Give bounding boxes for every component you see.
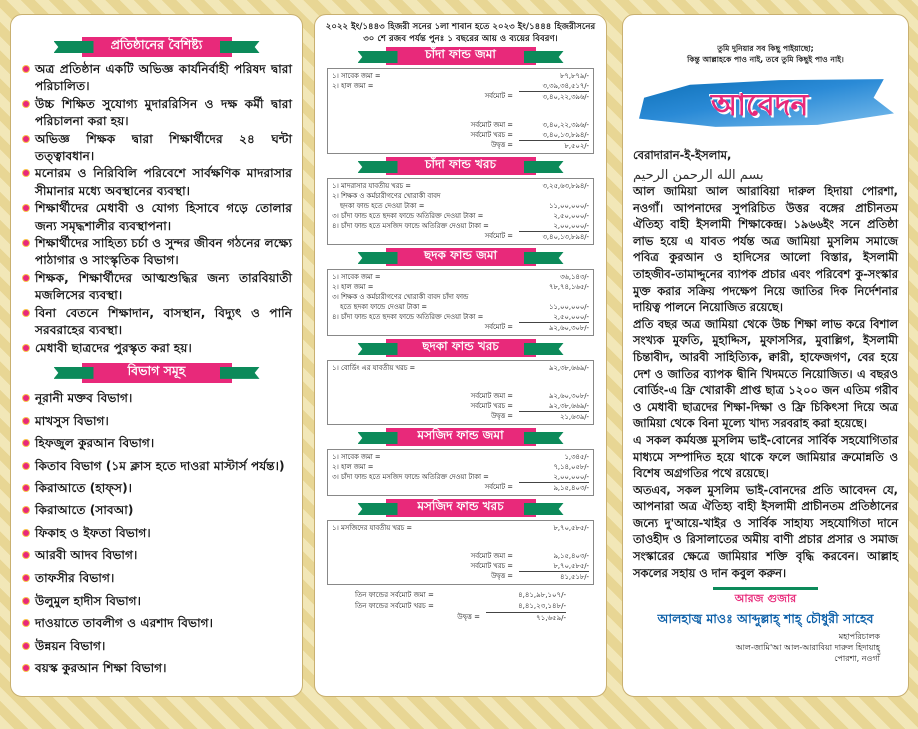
- organization-name: আল-জামি'আ আল-আরাবিয়া দারুল হিদায়াহ্: [735, 643, 880, 653]
- fund-title: মসজিদ ফান্ড জমা: [386, 428, 536, 446]
- features-panel: [10, 14, 303, 697]
- list-item: দাওয়াতে তাবলীগ ও এরশাদ বিভাগ।: [21, 612, 292, 635]
- table-row: ৩। চাঁদা ফান্ড হতে মসজিদ ফান্ডে অতিরিক্ত দেওয়া টাকা = ২,০০,০০০/-: [332, 473, 589, 481]
- table-row: হতে ছদকা ফান্ডে দেওয়া টাকা = ১১,০০,০০০/-: [340, 303, 589, 311]
- signature-block: [633, 587, 898, 664]
- table-row: ৩। শিক্ষক ও কর্মচারীগণের খোরাকী বাবদ চাঁদা ফান্ড: [332, 293, 469, 301]
- subtotal-row: সর্বমোট খরচ = ৮,৭০,৫৮৫/-: [470, 562, 589, 570]
- table-row: ৪। চাঁদা ফান্ড হতে মসজিদ ফান্ডে অতিরিক্ত দেওয়া টাকা = ২,০০,০০০/-: [332, 222, 589, 230]
- table-row: ছদকা ফান্ড হতে দেওয়া টাকা = ১১,০০,০০০/-: [340, 202, 589, 210]
- list-item: অত্র প্রতিষ্ঠান একটি অভিজ্ঞ কার্যনির্বাহী পরিষদ দ্বারা পরিচালিত।: [21, 61, 292, 96]
- subtotal-row: সর্বমোট = ৯,১৫,৪০৩/-: [484, 483, 589, 492]
- list-item: কিতাব বিভাগ (১ম ক্লাস হতে দাওরা মাস্টার্স পর্যন্ত।): [21, 455, 292, 477]
- subtotal-row: সর্বমোট জমা = ৩,৪০,২২,৩৯৬/-: [470, 121, 589, 129]
- table-row: ১। সাবেক জমা = ৮৭,৮৭৯/-: [332, 72, 589, 80]
- signatory-name: আলহাজ্ব মাওঃ আব্দুল্লাহ্ শাহ্ চৌধুরী সাহেব: [657, 611, 874, 627]
- subtotal-row: সর্বমোট জমা = ৯২,৬০,৩০৮/-: [470, 392, 589, 400]
- subtotal-row: সর্বমোট = ৩,৪০,১৩,৮৯৪/-: [484, 232, 589, 241]
- surplus-row: উদ্বৃত্ত = ২১,৬৩৯/-: [490, 412, 589, 421]
- fund-box: [327, 520, 594, 585]
- list-item: শিক্ষক, শিক্ষার্থীদের আত্মশুদ্ধির জন্য তারবিয়াতী মজলিসের ব্যবস্থা।: [21, 270, 292, 305]
- fund-box: [327, 269, 594, 336]
- list-item: কিরাআতে (সাবআ): [21, 499, 292, 522]
- table-row: ১। মসজিদের যাবতীয় খরচ = ৮,৭০,৫৮৫/-: [332, 524, 589, 532]
- surplus-row: উদ্বৃত্ত = ৮,৫০২/-: [490, 141, 589, 150]
- fund-title: মসজিদ ফান্ড খরচ: [386, 499, 536, 517]
- list-item: হিফজুল কুরআন বিভাগ।: [21, 432, 292, 455]
- table-row: ১। বোর্ডিং এর যাবতীয় খরচ = ৯২,৩৮,৬৬৯/-: [332, 364, 589, 372]
- list-item: নূরানী মক্তব বিভাগ।: [21, 387, 292, 410]
- accounts-panel: [314, 14, 607, 697]
- fund-title: ছদক ফান্ড জমা: [386, 248, 536, 266]
- list-item: শিক্ষার্থীদের মেধাবী ও যোগ্য হিসাবে গড়ে তোলার জন্য সমৃদ্ধশালীর ব্যবস্থাপনা।: [21, 200, 292, 235]
- list-item: কিরাআতে (হাফ্‌স)।: [21, 477, 292, 500]
- departments-list: [21, 387, 292, 680]
- features-list: [21, 61, 292, 357]
- signatory-role: মহাপরিচালক: [838, 632, 880, 642]
- grand-totals: [325, 588, 596, 626]
- appeal-body: [633, 183, 898, 581]
- table-row: ২। শিক্ষক ও কর্মচারীগণের খোরাকী বাবদ: [332, 192, 441, 200]
- table-row: ২। হাল জমা = ৭৮,৭৪,১৬৫/-: [332, 283, 589, 291]
- table-row: ১। মাদরাসার যাবতীয় খরচ = ৩,২৫,৬৩,৮৯৪/-: [332, 182, 589, 190]
- paragraph: আল জামিয়া আল আরাবিয়া দারুল হিদায়া পোরশা, নওগাঁ। আপনাদের সুপরিচিত উত্তর বঙ্গের প্রাচীনতম ঐতিহ্য বাহী ইসলামী শিক্ষাকেন্দ্র। ১৯৬৬ইং সনে প্রতিষ্ঠা লাভ হয়ে এ যাবত পর্যন্ত অত্র জামিয়া মুসলিম সমাজে পবিত্র কুরআন ও হাদিসের আলো বিস্তার, ইসলামী তাহজীব-তামাদ্দুনের ব্যাপক প্রচার এবং পরিবেশ কু-সংস্কার মুক্ত করার সক্রিয় পদক্ষেপ নিয়ে জাতির দিক নির্দেশনার দায়িত্ব পালনে নিয়োজিত রয়েছে।: [633, 184, 898, 315]
- surplus-row: উদ্বৃত্ত = ৪১,৫১৮/-: [490, 572, 589, 581]
- list-item: শিক্ষার্থীদের সাহিত্য চর্চা ও সুন্দর জীবন গঠনের লক্ষ্যে পাঠাগার ও সাংস্কৃতিক বিভাগ।: [21, 235, 292, 270]
- list-item: আরবী আদব বিভাগ।: [21, 544, 292, 567]
- table-row: ১। সাবেক জমা = ১,৩৪৫/-: [332, 453, 589, 461]
- subtotal-row: সর্বমোট খরচ = ৯২,৩৮,৬৬৯/-: [470, 402, 589, 410]
- fund-title: ছদকা ফান্ড খরচ: [386, 339, 536, 357]
- organization-place: পোরশা, নওগাঁ: [834, 654, 880, 664]
- bismillah-calligraphy: بسم الله الرحمن الرحيم: [633, 168, 764, 183]
- subtotal-row: সর্বমোট = ৯২,৬০,৩০৮/-: [484, 323, 589, 332]
- table-row: ২। হাল জমা = ৩,৩৯,৩৪,৫১৭/-: [332, 82, 589, 90]
- table-row: ২। হাল জমা = ৭,১৪,০৫৮/-: [332, 463, 589, 471]
- table-row: তিন ফান্ডের সর্বমোট খরচ = ৪,৪১,২৩,১৪৮/-: [355, 602, 566, 610]
- paragraph: প্রতি বছর অত্র জামিয়া থেকে উচ্চ শিক্ষা লাভ করে বিশাল সংখ্যক মুফতি, মুহাদ্দিস, মুফাসসির, মুবাল্লিগ, ইসলামী চিন্তাবীদ, আরবী সাহিত্যিক, ক্বারী, হাফেজগণ, বের হয়ে দেশ ও জাতির ব্যাপক দ্বীনি খিদমতে নিয়োজিত। এ বছরও বোর্ডিং-এ ফ্রি খোরাকী প্রাপ্ত ছাত্র ১২০০ জন এতিম গরীব ও মেধাবী ছাত্রদের শিক্ষা-দিক্ষা ও ফ্রি চিকিৎসা দিয়ে অত্র জামিয়া থেকে বিনা মূল্যে খাদ্য সরবরাহ করা হয়েছে।: [633, 316, 898, 431]
- greeting: বেরাদারান-ই-ইসলাম,: [633, 148, 732, 162]
- fund-box: [327, 178, 594, 245]
- list-item: মেধাবী ছাত্রদের পুরস্কৃত করা হয়।: [21, 340, 292, 357]
- paragraph: এ সকল কর্মযজ্ঞ মুসলিম ভাই-বোনের সার্বিক সহযোগিতার মাধ্যমে সম্পাদিত হয়ে থাকে ফলে জামিয়ার ক্রমোন্নতি ও বিশেষ অগ্রগতির পথে রয়েছে।: [633, 432, 898, 481]
- list-item: উচ্চ শিক্ষিত সুযোগ্য মুদাররিসিন ও দক্ষ কর্মী দ্বারা পরিচালনা করা হয়।: [21, 96, 292, 131]
- list-item: উলুমুল হাদীস বিভাগ।: [21, 590, 292, 613]
- fund-box: [327, 68, 594, 154]
- features-title-ribbon: প্রতিষ্ঠানের বৈশিষ্ট্য: [82, 37, 232, 57]
- fund-title: চাঁদা ফান্ড খরচ: [386, 157, 536, 175]
- table-row: তিন ফান্ডের সর্বমোট জমা = ৪,৪১,৯৮,১০৭/-: [355, 591, 566, 599]
- fund-box: [327, 449, 594, 496]
- fund-box: [327, 360, 594, 425]
- subtotal-row: সর্বমোট = ৩,৪০,২২,৩৯৬/-: [484, 92, 589, 101]
- fund-title: চাঁদা ফান্ড জমা: [386, 47, 536, 65]
- list-item: উন্নয়ন বিভাগ।: [21, 635, 292, 658]
- list-item: অভিজ্ঞ শিক্ষক দ্বারা শিক্ষার্থীদের ২৪ ঘন্টা তত্ত্বাবধান।: [21, 131, 292, 166]
- paragraph: অতএব, সকল মুসলিম ভাই-বোনদের প্রতি আবেদন যে, আপনারা অত্র ঐতিহ্য বাহী ইসলামী প্রাচীনতম প্রতিষ্ঠানের জন্যে দু'আয়ে-খাইর ও সার্বিক সাহায্য সহযোগিতা দানে তাওহীদ ও রিসালাতের অমীয় বাণী প্রচার প্রসার ও সমাজ সংস্কারের ক্ষেত্রে জামিয়ার শক্তি বৃদ্ধি করবেন। আল্লাহ সকলের সহায় ও দান কবুল করুন।: [633, 482, 898, 580]
- subtotal-row: সর্বমোট খরচ = ৩,৪০,১৩,৮৯৪/-: [470, 131, 589, 139]
- list-item: মনোরম ও নিরিবিলি পরিবেশে সার্বক্ষণিক মাদরাসার সীমানার মধ্যে অবস্থানের ব্যবস্থা।: [21, 165, 292, 200]
- quote: তুমি দুনিয়ার সব কিছু পাইয়াছো; কিন্তু আল্লাহকে পাও নাই, তবে তুমি কিছুই পাও নাই।: [687, 44, 844, 64]
- table-row: ১। সাবেক জমা = ৩৬,১৪৩/-: [332, 273, 589, 281]
- list-item: বিনা বেতনে শিক্ষাদান, বাসস্থান, বিদ্যুৎ ও পানি সরবরাহের ব্যবস্থা।: [21, 305, 292, 340]
- subtotal-row: সর্বমোট জমা = ৯,১৫,৪০৩/-: [470, 552, 589, 560]
- list-item: ফিকাহ ও ইফতা বিভাগ।: [21, 522, 292, 545]
- list-item: বয়স্ক কুরআন শিক্ষা বিভাগ।: [21, 657, 292, 680]
- table-row: ৪। চাঁদা ফান্ড হতে ছদকা ফান্ডে অতিরিক্ত দেওয়া টাকা = ২,৫০,০০০/-: [332, 313, 589, 321]
- appeal-heading: আবেদন: [633, 71, 898, 141]
- accounts-intro: ২০২২ ইং/১৪৪৩ হিজরী সনের ১লা শাবান হতে ২০২৩ ইং/১৪৪৪ হিজরীসনের ৩০ শে রজব পর্যন্ত পুনঃ ১ বছরের আয় ও ব্যয়ের বিবরণ।: [325, 22, 596, 44]
- list-item: তাফসীর বিভাগ।: [21, 567, 292, 590]
- table-row: ৩। চাঁদা ফান্ড হতে ছদকা ফান্ডে অতিরিক্ত দেওয়া টাকা = ২,৫০,০০০/-: [332, 212, 589, 220]
- surplus-row: উদ্বৃত্ত = ৭১,৬৫৯/-: [457, 613, 566, 622]
- list-item: মাখসুস বিভাগ।: [21, 410, 292, 433]
- sign-tag: আরজ গুজার: [713, 587, 818, 609]
- departments-title-ribbon: বিভাগ সমূহ: [82, 363, 232, 383]
- appeal-panel: [622, 14, 909, 697]
